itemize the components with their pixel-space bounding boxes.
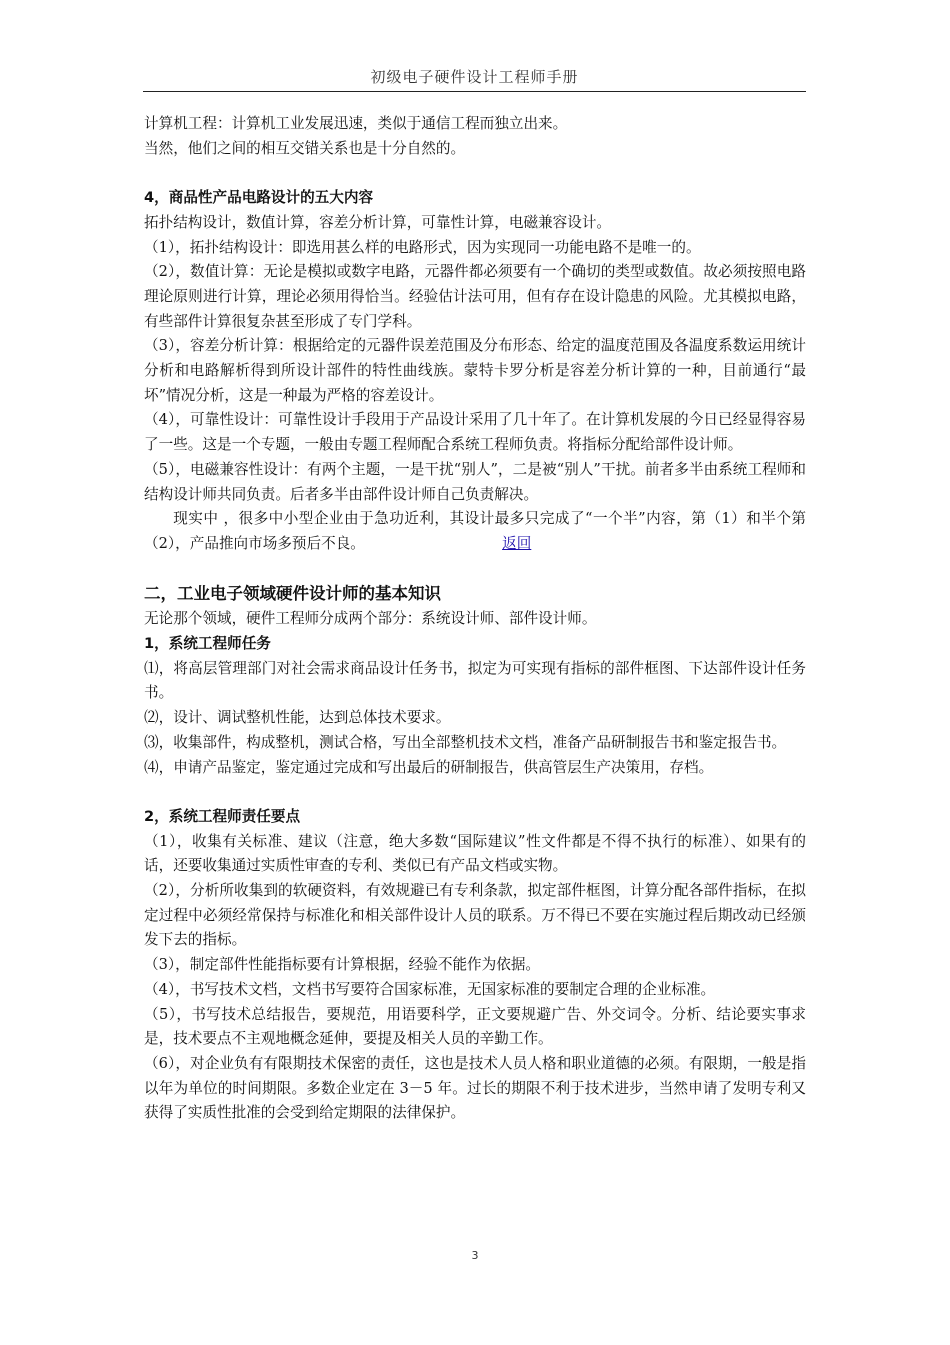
section-4-closing <box>144 507 806 556</box>
task-item: ⑵，设计、调试整机性能，达到总体技术要求。 <box>144 709 451 727</box>
section-4-heading: 4，商品性产品电路设计的五大内容 <box>144 189 374 207</box>
section-4-paragraph: （3），容差分析计算：根据给定的元器件误差范围及分布形态、给定的温度范围及各温度系数运用统计分析和电路解析得到所设计部件的特性曲线族。蒙特卡罗分析是容差分析计算的一种，目前通行“最坏”情况分析，这是一种最为严格的容差设计。 <box>144 337 806 404</box>
task-item: ⑷，申请产品鉴定，鉴定通过完成和写出最后的研制报告，供高管层生产决策用，存档。 <box>144 758 714 776</box>
responsibility-item: （1），收集有关标准、建议（注意，绝大多数“国际建议”性文件都是不得不执行的标准）、如果有的话，还要收集通过实质性审查的专利、类似已有产品文档或实物。 <box>144 832 806 875</box>
intro-line: 当然，他们之间的相互交错关系也是十分自然的。 <box>144 139 466 157</box>
responsibility-item: （5），书写技术总结报告，要规范，用语要科学，正文要规避广告、外交词令。分析、结论要实事求是，技术要点不主观地概念延伸，要提及相关人员的辛勤工作。 <box>144 1005 806 1048</box>
responsibility-item: （4），书写技术文档，文档书写要符合国家标准，无国家标准的要制定合理的企业标准。 <box>144 980 716 998</box>
subsection-2-heading: 2，系统工程师责任要点 <box>144 807 301 825</box>
closing-text: 现实中 ，很多中小型企业由于急功近利，其设计最多只完成了“一个半”内容，第（1）和半个第（2），产品推向市场多预后不良。 <box>144 510 806 552</box>
responsibility-item: （2），分析所收集到的软硬资料，有效规避已有专利条款，拟定部件框图，计算分配各部件指标，在拟定过程中必须经常保持与标准化和相关部件设计人员的联系。万不得已不要在实施过程后期改动已经颁发下去的指标。 <box>144 882 806 949</box>
part-2-intro: 无论那个领域，硬件工程师分成两个部分：系统设计师、部件设计师。 <box>144 610 597 628</box>
header-divider <box>143 91 806 92</box>
task-item: ⑴，将高层管理部门对社会需求商品设计任务书，拟定为可实现有指标的部件框图、下达部件设计任务书。 <box>144 659 806 702</box>
intro-line: 计算机工程：计算机工业发展迅速，类似于通信工程而独立出来。 <box>144 115 568 132</box>
running-header: 初级电子硬件设计工程师手册 <box>370 68 579 86</box>
page-content <box>144 112 806 1126</box>
section-4-paragraph: （1），拓扑结构设计：即选用甚么样的电路形式，因为实现同一功能电路不是唯一的。 <box>144 238 701 256</box>
part-2-heading: 二，工业电子领域硬件设计师的基本知识 <box>144 584 441 604</box>
task-item: ⑶，收集部件，构成整机，测试合格，写出全部整机技术文档，准备产品研制报告书和鉴定报告书。 <box>144 733 787 751</box>
responsibility-item: （3），制定部件性能指标要有计算根据，经验不能作为依据。 <box>144 956 541 974</box>
section-4-paragraph: （2），数值计算：无论是模拟或数字电路，元器件都必须要有一个确切的类型或数值。故必须按照电路理论原则进行计算，理论必须用得恰当。经验估计法可用，但有存在设计隐患的风险。尤其模拟电路，有些部件计算很复杂甚至形成了专门学科。 <box>144 263 806 330</box>
responsibility-item: （6），对企业负有有限期技术保密的责任，这也是技术人员人格和职业道德的必须。有限期，一般是指以年为单位的时间期限。多数企业定在 3－5 年。过长的期限不利于技术进步，当然申请了发明专利又获得了实质性批准的会受到给定期限的法律保护。 <box>144 1054 806 1122</box>
section-4-paragraph: 拓扑结构设计，数值计算，容差分析计算，可靠性计算，电磁兼容设计。 <box>144 213 612 231</box>
section-4-paragraph: （4），可靠性设计：可靠性设计手段用于产品设计采用了几十年了。在计算机发展的今日已经显得容易了一些。这是一个专题，一般由专题工程师配合系统工程师负责。将指标分配给部件设计师。 <box>144 411 806 454</box>
subsection-1-heading: 1，系统工程师任务 <box>144 635 271 653</box>
page-number: 3 <box>471 1249 479 1262</box>
return-link[interactable]: 返回 <box>502 534 532 552</box>
section-4-paragraph: （5），电磁兼容性设计：有两个主题，一是干扰“别人”，二是被“别人”干扰。前者多半由系统工程师和结构设计师共同负责。后者多半由部件设计师自己负责解决。 <box>144 460 806 503</box>
